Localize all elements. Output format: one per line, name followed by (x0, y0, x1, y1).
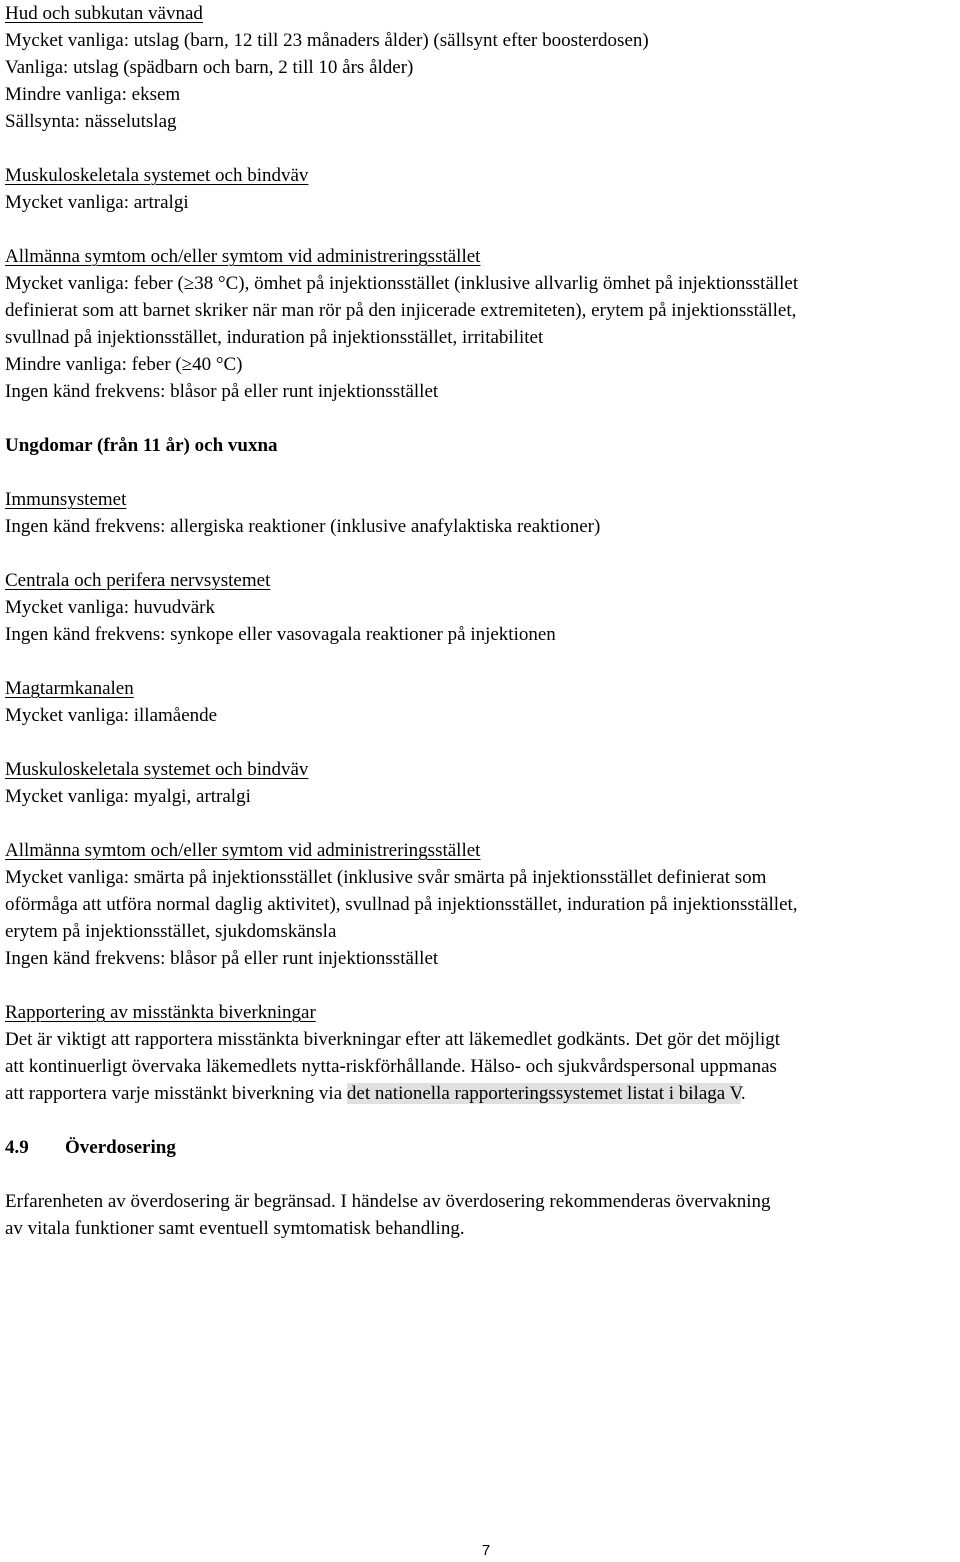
text-line: Ingen känd frekvens: blåsor på eller runt injektionsstället (5, 948, 439, 969)
text-line: Mindre vanliga: eksem (5, 84, 181, 105)
section-heading-musculoskeletal: Muskuloskeletala systemet och bindväv (5, 759, 309, 780)
text-line: Mycket vanliga: artralgi (5, 192, 189, 213)
text-line: erytem på injektionsstället, sjukdomskänsla (5, 921, 337, 942)
section-number: 4.9 (5, 1137, 29, 1158)
section-heading-overdose (5, 1134, 957, 1161)
text-line: Mycket vanliga: smärta på injektionsstället (inklusive svår smärta på injektionsstället definierat som (5, 867, 767, 888)
text-line: Mycket vanliga: huvudvärk (5, 597, 216, 618)
text-line: Ingen känd frekvens: blåsor på eller runt injektionsstället (5, 381, 439, 402)
text-line: definierat som att barnet skriker när man rör på den injicerade extremiteten), erytem på injektionsstället, (5, 300, 797, 321)
page-number: 7 (481, 1542, 491, 1559)
section-title: Överdosering (65, 1137, 176, 1158)
section-heading-reporting: Rapportering av misstänkta biverkningar (5, 1002, 316, 1023)
section-heading-skin: Hud och subkutan vävnad (5, 3, 203, 24)
text-line: Ingen känd frekvens: allergiska reaktioner (inklusive anafylaktiska reaktioner) (5, 516, 601, 537)
text-line: Mycket vanliga: feber (≥38 °C), ömhet på injektionsstället (inklusive allvarlig ömhet på injektionsstället (5, 273, 799, 294)
text-line: Ingen känd frekvens: synkope eller vasovagala reaktioner på injektionen (5, 624, 556, 645)
text-line: att kontinuerligt övervaka läkemedlets nytta-riskförhållande. Hälso- och sjukvårdspersonal uppmanas (5, 1056, 777, 1077)
reporting-system-link[interactable]: det nationella rapporteringssystemet listat i bilaga V (346, 1083, 741, 1104)
text-line: Mycket vanliga: illamående (5, 705, 218, 726)
document-page (5, 0, 957, 1242)
section-heading-immune: Immunsystemet (5, 489, 127, 510)
text-line: Mycket vanliga: myalgi, artralgi (5, 786, 251, 807)
text-line: Sällsynta: nässelutslag (5, 111, 177, 132)
text-line: Mycket vanliga: utslag (barn, 12 till 23 månaders ålder) (sällsynt efter boosterdosen) (5, 30, 649, 51)
section-heading-musculoskeletal: Muskuloskeletala systemet och bindväv (5, 165, 309, 186)
text-line (5, 1080, 957, 1107)
section-heading-nervous: Centrala och perifera nervsystemet (5, 570, 271, 591)
section-heading-general: Allmänna symtom och/eller symtom vid administreringsstället (5, 246, 481, 267)
text-line: svullnad på injektionsstället, induration på injektionsstället, irritabilitet (5, 327, 544, 348)
text-line: Erfarenheten av överdosering är begränsad. I händelse av överdosering rekommenderas övervakning (5, 1191, 771, 1212)
population-heading-adults: Ungdomar (från 11 år) och vuxna (5, 435, 278, 456)
text-segment: . (740, 1083, 746, 1104)
text-line: Det är viktigt att rapportera misstänkta biverkningar efter att läkemedlet godkänts. Det gör det möjligt (5, 1029, 781, 1050)
section-heading-general: Allmänna symtom och/eller symtom vid administreringsstället (5, 840, 481, 861)
section-heading-gastrointestinal: Magtarmkanalen (5, 678, 134, 699)
text-line: oförmåga att utföra normal daglig aktivitet), svullnad på injektionsstället, induration på injektionsstället, (5, 894, 798, 915)
text-line: Vanliga: utslag (spädbarn och barn, 2 till 10 års ålder) (5, 57, 414, 78)
text-line: Mindre vanliga: feber (≥40 °C) (5, 354, 243, 375)
text-segment: att rapportera varje misstänkt biverkning via (5, 1083, 347, 1104)
text-line: av vitala funktioner samt eventuell symtomatisk behandling. (5, 1218, 465, 1239)
